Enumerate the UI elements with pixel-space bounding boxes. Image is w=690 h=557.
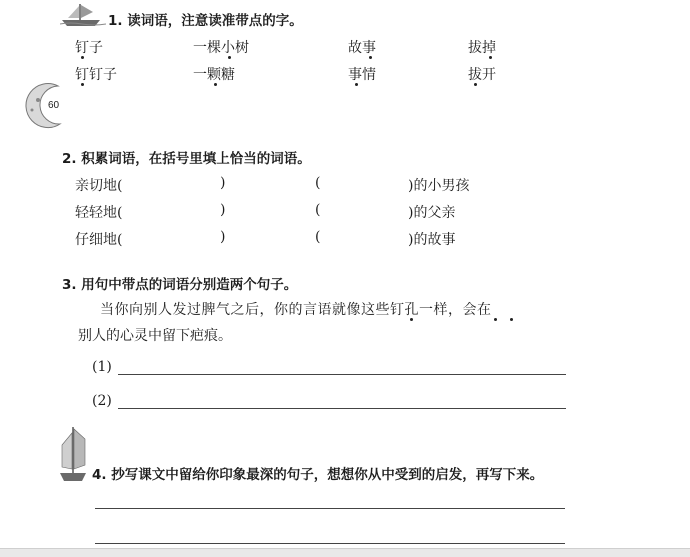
q2-left: 轻轻地( xyxy=(75,205,123,221)
q1-word: 拔开 xyxy=(468,67,496,83)
q3-title: 3. 用句中带点的词语分别造两个句子。 xyxy=(62,277,298,293)
emphasis-dot xyxy=(494,318,497,321)
sailboat-icon xyxy=(58,425,88,485)
q2-paren-close: ) xyxy=(220,229,226,245)
answer-label: (1) xyxy=(92,359,112,375)
emphasis-dot xyxy=(410,318,413,321)
q4-title: 4. 抄写课文中留给你印象最深的句子，想想你从中受到的启发，再写下来。 xyxy=(92,467,544,483)
q1-title: 1. 读词语，注意读准带点的字。 xyxy=(108,13,303,29)
q2-left: 仔细地( xyxy=(75,232,123,248)
answer-label: (2) xyxy=(92,393,112,409)
q2-paren-close: ) xyxy=(220,202,226,218)
answer-line[interactable] xyxy=(95,508,565,509)
emphasis-dot xyxy=(369,56,372,59)
emphasis-dot xyxy=(510,318,513,321)
answer-line[interactable] xyxy=(118,374,566,375)
emphasis-dot xyxy=(81,83,84,86)
page-number: 60 xyxy=(48,100,60,111)
q2-paren-open: ( xyxy=(315,202,321,218)
q1-word: 一颗糖 xyxy=(193,67,235,83)
q2-paren-open: ( xyxy=(315,175,321,191)
q2-right: )的父亲 xyxy=(408,205,456,221)
q2-right: )的小男孩 xyxy=(408,178,470,194)
ship-icon xyxy=(60,2,106,28)
q1-word: 钉子 xyxy=(75,40,103,56)
q2-left: 亲切地( xyxy=(75,178,123,194)
emphasis-dot xyxy=(214,83,217,86)
moon-icon xyxy=(20,80,70,130)
q3-sentence-line1: 当你向别人发过脾气之后，你的言语就像这些钉孔一样，会在 xyxy=(100,302,492,318)
q2-paren-open: ( xyxy=(315,229,321,245)
q2-title: 2. 积累词语，在括号里填上恰当的词语。 xyxy=(62,151,311,167)
answer-line[interactable] xyxy=(118,408,566,409)
q1-word: 一棵小树 xyxy=(193,40,249,56)
q1-word: 拔掉 xyxy=(468,40,496,56)
q2-right: )的故事 xyxy=(408,232,456,248)
emphasis-dot xyxy=(489,56,492,59)
emphasis-dot xyxy=(474,83,477,86)
answer-line[interactable] xyxy=(95,543,565,544)
emphasis-dot xyxy=(81,56,84,59)
q1-word: 事情 xyxy=(348,67,376,83)
emphasis-dot xyxy=(355,83,358,86)
q2-paren-close: ) xyxy=(220,175,226,191)
q3-sentence-line2: 别人的心灵中留下疤痕。 xyxy=(78,328,232,344)
q1-word: 钉钉子 xyxy=(75,67,117,83)
emphasis-dot xyxy=(228,56,231,59)
q1-word: 故事 xyxy=(348,40,376,56)
